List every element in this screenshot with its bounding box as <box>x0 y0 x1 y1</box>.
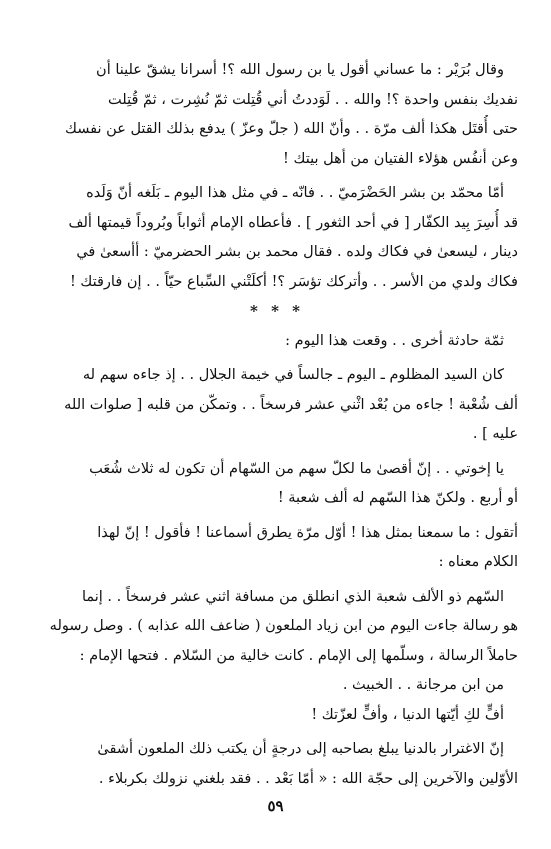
page-body <box>36 56 518 794</box>
paragraph-arrogance <box>36 735 518 794</box>
text-line: فكاك ولدي من الأسر . . وأتركك تؤسَر ؟! أكلَتْني السِّباع حيّاً . . إن فارقتك ! <box>69 273 518 290</box>
paragraph-another-event <box>36 327 518 357</box>
paragraph-meaning <box>36 519 518 578</box>
text-line: وقال بُرَيْر : ما عساني أقول يا بن رسول الله ؟! أسرانا يشقّ علينا أن <box>96 62 504 78</box>
text-line: أمّا محمّد بن بشر الحَضْرَميّ . . فانّه ـ في مثل هذا اليوم ـ بَلَغه أنّ وَلَده <box>86 185 504 201</box>
text-line: وعن أنفُس هؤلاء الفتيان من أهل بيتك ! <box>283 150 518 167</box>
text-line: أتقول : ما سمعنا بمثل هذا ! أوّل مرّة يطرق أسماعنا ! فأقول ! إنّ لهذا <box>97 524 518 541</box>
text-line: حتى أُقتَل هكذا ألف مرّة . . وأنّ الله ( جلّ وعزّ ) يدفع بذلك القتل عن نفسك <box>65 121 518 137</box>
page-number: ٥٩ <box>267 797 284 815</box>
text-line: عليه ] . <box>472 426 518 442</box>
text-line: يا إخوتي . . إنّ أقصىٰ ما لكلّ سهم من السّهام أن تكون له ثلاث شُعَب <box>89 460 504 477</box>
text-line: الكلام معناه : <box>438 554 518 570</box>
paragraph-letter <box>36 583 518 731</box>
text-line: دينار ، ليسعىٰ في فكاك ولده . فقال محمد بن بشر الحضرميّ : أأسعىٰ في <box>76 244 518 260</box>
text-line: إنّ الاغترار بالدنيا يبلغ بصاحبه إلى درجةٍ أن يكتب ذلك الملعون أشقىٰ <box>97 741 504 757</box>
paragraph-arrow <box>36 361 518 450</box>
text-line: من ابن مرجانة . . الخبيث . <box>342 677 504 693</box>
paragraph-hadrami <box>36 179 518 297</box>
paragraph-brothers <box>36 455 518 514</box>
text-line: ألف شُعْبة ! جاءه من بُعْد اثْني عشر فرسخاً . . وتمكّن من قلبه [ صلوات الله <box>64 396 518 413</box>
text-line: حاملاً الرسالة ، وسلّمها إلى الإمام . كانت خالية من السّلام . فتحها الإمام : <box>79 647 518 664</box>
text-line: قد أُسِرَ بِيد الكفّار [ في أحد الثغور ] . فأعطاه الإمام أثواباً وبُروداً قيمتها ألف <box>68 214 518 231</box>
text-line: السّهم ذو الألف شعبة الذي انطلق من مسافة اثني عشر فرسخاً . . إنما <box>81 588 504 605</box>
text-line: هو رسالة جاءت اليوم من ابن زياد الملعون ( ضاعف الله عذابه ) . وصل رسوله <box>49 618 518 634</box>
paragraph-burayr <box>36 56 518 174</box>
text-line: نفديك بنفس واحدة ؟! والله . . لَوَددتُ أني قُتِلت ثمّ نُشِرت ، ثمّ قُتِلت <box>108 91 518 108</box>
text-line: أفٍّ لكِ أيّتها الدنيا ، وأفٍّ لعزّتك ! <box>311 706 504 723</box>
text-line: الأوّلين والآخرين إلى حجّة الله : « أمّا بَعْد . . فقد بلغني نزولك بكربلاء . <box>98 770 518 787</box>
text-line: ثمّة حادثة أخرى . . وقعت هذا اليوم : <box>285 332 504 349</box>
text-line: كان السيد المظلوم ـ اليوم ـ جالساً في خيمة الجلال . . إذ جاءه سهم له <box>82 367 504 383</box>
section-separator: * * * <box>250 302 304 320</box>
text-line: أو أربع . ولكنّ هذا السّهم له ألف شعبة ! <box>277 490 518 506</box>
